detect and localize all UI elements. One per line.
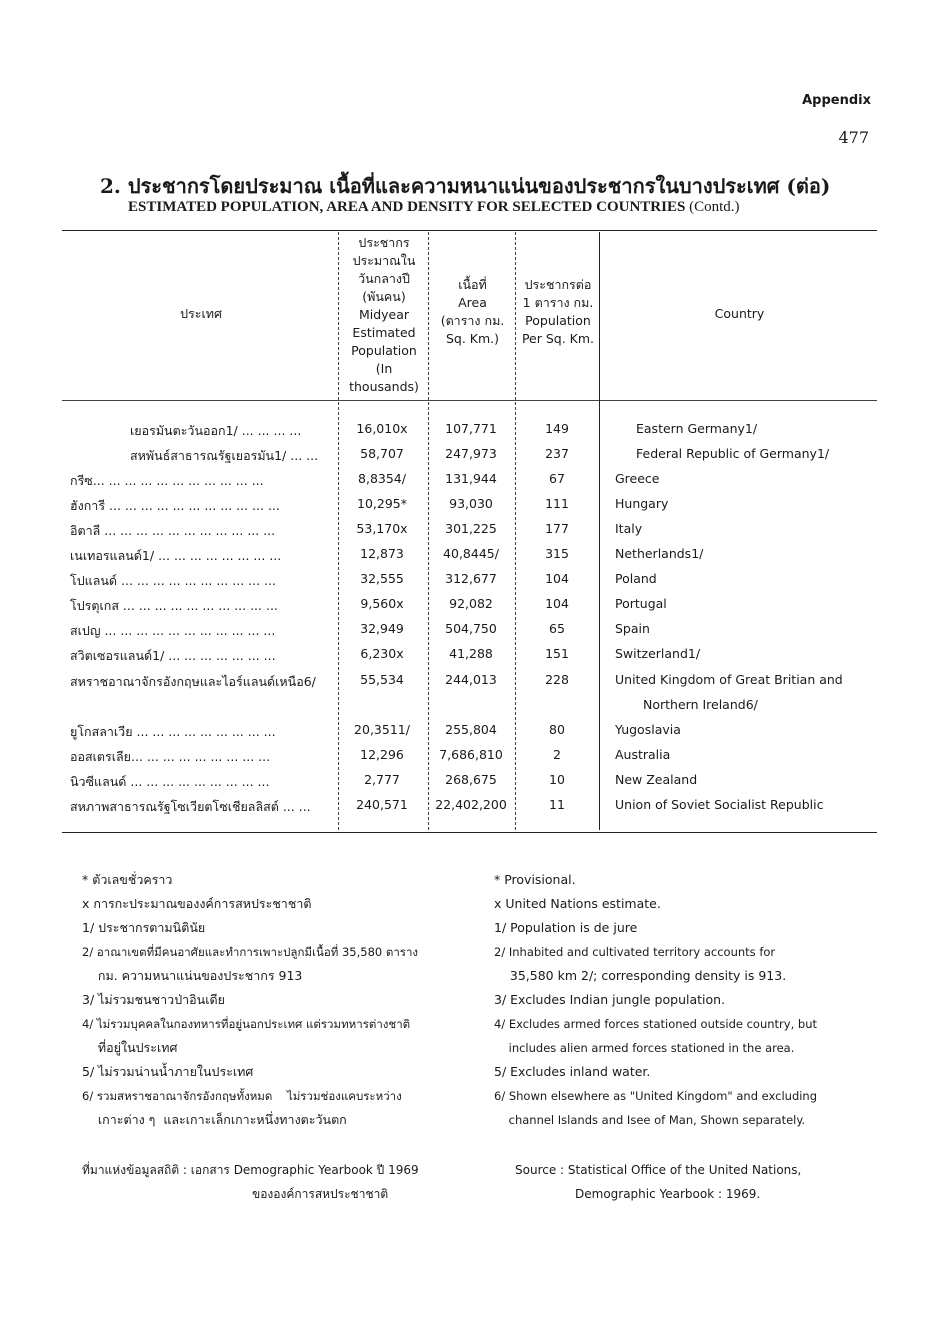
cell-population: 20,3511/ [354, 722, 410, 737]
header-population-line: (พันคน) [362, 289, 406, 304]
title-english [128, 199, 888, 216]
header-population-line: (In thousands) [349, 361, 419, 394]
cell-country-english: New Zealand [615, 772, 698, 787]
cell-population: 10,295* [357, 496, 407, 511]
cell-country-english: Portugal [615, 596, 667, 611]
cell-population: 58,707 [360, 446, 404, 461]
header-density [517, 276, 599, 348]
table-row [0, 421, 941, 446]
cell-area: 247,973 [445, 446, 497, 461]
cell-country-thai: เยอรมันตะวันออก1/ ... ... ... ... [130, 423, 302, 438]
cell-area: 40,8445/ [443, 546, 499, 561]
cell-population: 32,555 [360, 571, 404, 586]
cell-density: 104 [545, 571, 569, 586]
cell-population: 8,8354/ [358, 471, 406, 486]
note-thai: 6/ รวมสหราชอาณาจักรอังกฤษทั้งหมด ไม่รวมช่องแคบระหว่าง [82, 1089, 402, 1103]
cell-population: 240,571 [356, 797, 408, 812]
header-population-line: ประมาณใน [352, 253, 416, 268]
cell-population: 6,230x [360, 646, 404, 661]
table-row [0, 797, 941, 822]
cell-area: 131,944 [445, 471, 497, 486]
cell-density: 149 [545, 421, 569, 436]
table-bottom-rule [62, 832, 877, 833]
cell-area: 41,288 [449, 646, 493, 661]
table-row [0, 646, 941, 671]
table-row [0, 571, 941, 596]
cell-area: 504,750 [445, 621, 497, 636]
note-english: 1/ Population is de jure [494, 920, 638, 935]
source-english-line: Demographic Yearbook : 1969. [575, 1187, 761, 1201]
table-row [0, 722, 941, 747]
note-thai: 4/ ไม่รวมบุคคลในกองทหารที่อยู่นอกประเทศ แต่รวมทหารต่างชาติ [82, 1017, 411, 1031]
cell-area: 7,686,810 [439, 747, 503, 762]
cell-density: 151 [545, 646, 569, 661]
cell-country-english: Poland [615, 571, 657, 586]
note-english: * Provisional. [494, 872, 576, 887]
table-row [0, 446, 941, 471]
cell-country-english: Eastern Germany1/ [636, 421, 758, 436]
cell-area: 301,225 [445, 521, 497, 536]
note-thai: 2/ อาณาเขตที่มีคนอาศัยและทำการเพาะปลูกมีเนื้อที่ 35,580 ตาราง [82, 945, 419, 959]
cell-country-thai: สวิตเซอรแลนด์1/ ... ... ... ... ... ... ... [70, 648, 276, 663]
header-density-line: Per Sq. Km. [521, 331, 595, 346]
cell-country-thai: เนเทอรแลนด์1/ ... ... ... ... ... ... ... ... [70, 548, 282, 563]
header-population-line: Population [351, 343, 417, 358]
cell-country-thai: อิตาลี ... ... ... ... ... ... ... ... ... ... ... [70, 523, 276, 538]
header-population [340, 234, 428, 396]
cell-density: 65 [549, 621, 565, 636]
header-population-line: Midyear [358, 307, 410, 322]
cell-country-thai: สหพันธ์สาธารณรัฐเยอรมัน1/ ... ... [130, 448, 319, 463]
cell-country-english: Italy [615, 521, 643, 536]
table-row [0, 672, 941, 697]
header-area-line: เนื้อที่ [458, 277, 487, 292]
cell-country-english: Switzerland1/ [615, 646, 701, 661]
note-english: channel Islands and Isee of Man, Shown separately. [494, 1113, 806, 1127]
header-area-line: (ตาราง กม. [440, 313, 505, 328]
cell-density: 11 [549, 797, 565, 812]
notes-thai [82, 868, 472, 1132]
cell-population: 9,560x [360, 596, 404, 611]
table-row [0, 521, 941, 546]
header-area-line: Sq. Km.) [445, 331, 500, 346]
note-thai: กม. ความหนาแน่นของประชากร 913 [82, 968, 303, 983]
cell-country-english: Spain [615, 621, 650, 636]
cell-density: 10 [549, 772, 565, 787]
cell-area: 22,402,200 [435, 797, 507, 812]
table-row [0, 747, 941, 772]
table-row [0, 471, 941, 496]
title-english-suffix: (Contd.) [689, 199, 740, 215]
source-thai [82, 1158, 472, 1206]
title-thai: 2. ประชากรโดยประมาณ เนื้อที่และความหนาแน่นของประชากรในบางประเทศ (ต่อ) [100, 174, 831, 198]
cell-area: 92,082 [449, 596, 493, 611]
note-english: includes alien armed forces stationed in the area. [494, 1041, 795, 1055]
cell-country-english: Union of Soviet Socialist Republic [615, 797, 824, 812]
cell-population: 2,777 [364, 772, 400, 787]
table-row [0, 621, 941, 646]
note-thai: x การกะประมาณของงค์การสหประชาชาติ [82, 896, 312, 911]
cell-density: 228 [545, 672, 569, 687]
cell-area: 268,675 [445, 772, 497, 787]
note-thai: 5/ ไม่รวมน่านน้ำภายในประเทศ [82, 1064, 254, 1079]
note-english: 6/ Shown elsewhere as "United Kingdom" and excluding [494, 1089, 818, 1103]
cell-population: 55,534 [360, 672, 404, 687]
cell-density: 315 [545, 546, 569, 561]
title-english-main: ESTIMATED POPULATION, AREA AND DENSITY FOR SELECTED COUNTRIES [128, 199, 686, 215]
header-country-english: Country [714, 306, 765, 321]
cell-country-english: Australia [615, 747, 671, 762]
note-thai: 3/ ไม่รวมชนชาวป่าอินเดีย [82, 992, 225, 1007]
cell-population: 32,949 [360, 621, 404, 636]
cell-density: 177 [545, 521, 569, 536]
header-population-line: วันกลางปี [358, 271, 410, 286]
note-english: x United Nations estimate. [494, 896, 661, 911]
cell-country-thai: โปรตุเกส ... ... ... ... ... ... ... ... ... ... [70, 598, 278, 613]
header-country-thai: ประเทศ [180, 306, 222, 321]
appendix-label: Appendix [802, 93, 871, 108]
cell-area: 93,030 [449, 496, 493, 511]
cell-country-english: Yugoslavia [615, 722, 681, 737]
cell-density: 111 [545, 496, 569, 511]
cell-density: 67 [549, 471, 565, 486]
table-row [0, 546, 941, 571]
cell-population: 12,873 [360, 546, 404, 561]
table-row [0, 496, 941, 521]
header-density-line: ประชากรต่อ [524, 277, 592, 292]
cell-country-thai: กรีซ... ... ... ... ... ... ... ... ... ... ... [70, 473, 264, 488]
cell-area: 312,677 [445, 571, 497, 586]
cell-area: 107,771 [445, 421, 497, 436]
source-english [515, 1158, 895, 1206]
cell-country-english: Northern Ireland6/ [643, 697, 758, 712]
cell-country-thai: ออสเตรเลีย... ... ... ... ... ... ... ... ... [70, 749, 271, 764]
cell-density: 104 [545, 596, 569, 611]
note-thai: 1/ ประชากรตามนิตินัย [82, 920, 206, 935]
cell-country-english: Greece [615, 471, 660, 486]
cell-population: 16,010x [356, 421, 408, 436]
table-top-rule [62, 230, 877, 231]
cell-country-thai: สหราชอาณาจักรอังกฤษและไอร์แลนด์เหนือ6/ [70, 674, 316, 689]
cell-country-thai: ยูโกสลาเวีย ... ... ... ... ... ... ... ... ... [70, 724, 276, 739]
cell-area: 244,013 [445, 672, 497, 687]
cell-country-thai: ฮังการี ... ... ... ... ... ... ... ... ... ... ... [70, 498, 280, 513]
cell-density: 237 [545, 446, 569, 461]
note-english: 5/ Excludes inland water. [494, 1064, 651, 1079]
cell-area: 255,804 [445, 722, 497, 737]
cell-country-english: United Kingdom of Great Britian and [615, 672, 843, 687]
cell-population: 12,296 [360, 747, 404, 762]
notes-english [494, 868, 884, 1132]
note-thai: ที่อยู่ในประเทศ [82, 1040, 178, 1055]
table-row [0, 697, 941, 722]
source-thai-line: ขององค์การสหประชาชาติ [252, 1187, 389, 1201]
note-thai: * ตัวเลขชั่วคราว [82, 872, 173, 887]
cell-country-english: Federal Republic of Germany1/ [636, 446, 830, 461]
cell-country-english: Netherlands1/ [615, 546, 704, 561]
cell-country-thai: สเปญ ... ... ... ... ... ... ... ... ... ... ... [70, 623, 276, 638]
header-population-line: ประชากร [358, 235, 410, 250]
cell-density: 2 [553, 747, 561, 762]
note-english: 4/ Excludes armed forces stationed outside country, but [494, 1017, 817, 1031]
note-english: 2/ Inhabited and cultivated territory accounts for [494, 945, 776, 959]
header-density-line: 1 ตาราง กม. [522, 295, 594, 310]
note-english: 35,580 km 2/; corresponding density is 913. [494, 968, 787, 983]
header-density-line: Population [525, 313, 591, 328]
table-row [0, 772, 941, 797]
cell-country-thai: นิวซีแลนด์ ... ... ... ... ... ... ... ... ... [70, 774, 270, 789]
table-row [0, 596, 941, 621]
cell-density: 80 [549, 722, 565, 737]
cell-population: 53,170x [356, 521, 408, 536]
header-area [430, 276, 515, 348]
header-area-line: Area [458, 295, 487, 310]
header-population-line: Estimated [352, 325, 416, 340]
note-thai: เกาะต่าง ๆ และเกาะเล็กเกาะหนึ่งทางตะวันตก [82, 1112, 347, 1127]
cell-country-thai: โปแลนด์ ... ... ... ... ... ... ... ... ... ... [70, 573, 276, 588]
cell-country-thai: สหภาพสาธารณรัฐโซเวียตโซเชียลลิสต์ ... ... [70, 799, 311, 814]
header-bottom-rule [62, 400, 877, 401]
note-english: 3/ Excludes Indian jungle population. [494, 992, 726, 1007]
source-english-line: Source : Statistical Office of the United Nations, [515, 1163, 802, 1177]
page-number: 477 [838, 128, 869, 147]
source-thai-line: ที่มาแห่งข้อมูลสถิติ : เอกสาร Demographic Yearbook ปี 1969 [82, 1163, 419, 1177]
cell-country-english: Hungary [615, 496, 669, 511]
